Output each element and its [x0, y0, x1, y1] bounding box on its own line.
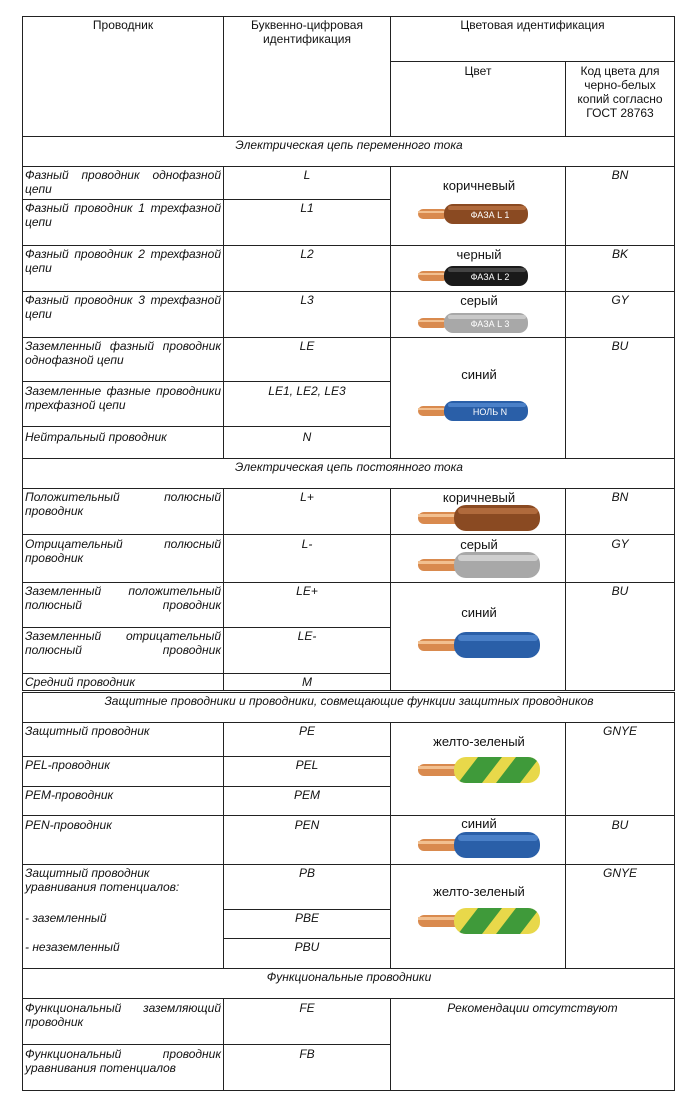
- table-row-name: Нейтральный проводник: [25, 430, 167, 444]
- color-code: GY: [611, 537, 629, 551]
- brown-wire-icon: [418, 203, 530, 225]
- table-row-id: PBU: [294, 940, 320, 954]
- table-row-name: Фазный проводник 1 трехфазной цепи: [25, 201, 221, 229]
- table-row-id: N: [302, 430, 312, 444]
- gray-wire-icon: [418, 552, 542, 578]
- table-row-id: PBE: [294, 911, 319, 925]
- color-name: синий: [461, 605, 497, 620]
- blue-wire-icon: [418, 832, 542, 858]
- table-row-id: LE1, LE2, LE3: [268, 384, 346, 398]
- table-row-name: Фазный проводник 3 трехфазной цепи: [25, 293, 221, 321]
- gray-wire-icon: [418, 312, 530, 334]
- table-row-id: LE+: [296, 584, 318, 598]
- table-row-name: PEM-проводник: [25, 788, 114, 802]
- section-protective-title: Защитные проводники и проводники, совмещающие функции защитных проводников: [104, 694, 594, 708]
- color-name: серый: [460, 293, 498, 308]
- table-row-name: Заземленный положительный полюсный проводник: [25, 584, 221, 612]
- table-row-name: PEL-проводник: [25, 758, 110, 772]
- black-wire-icon: [418, 265, 530, 287]
- color-code: GNYE: [602, 724, 637, 738]
- table-row-name: Защитный проводник уравнивания потенциалов:: [25, 866, 180, 894]
- table-row-name: - заземленный: [25, 911, 107, 925]
- table-row-id: PB: [298, 866, 315, 880]
- table-row-name: PEN-проводник: [25, 818, 112, 832]
- wire-label: ФАЗА L 1: [470, 210, 510, 220]
- table-row-id: PEM: [293, 788, 320, 802]
- yellow-green-wire-icon: [418, 908, 542, 934]
- color-name: синий: [461, 367, 497, 382]
- table-row-name: Заземленный отрицательный полюсный проводник: [25, 629, 221, 657]
- table-row-id: M: [302, 675, 312, 689]
- color-code: BK: [611, 247, 628, 261]
- table-row-id: FE: [299, 1001, 315, 1015]
- color-name: желто-зеленый: [433, 734, 525, 749]
- brown-wire-icon: [418, 505, 542, 531]
- color-code: BN: [611, 490, 629, 504]
- table-row-id: FB: [299, 1047, 315, 1061]
- table-row-name: Защитный проводник: [25, 724, 150, 738]
- header-color-id: Цветовая идентификация: [460, 18, 605, 32]
- table-row-name: Заземленные фазные проводники трехфазной цепи: [25, 384, 221, 412]
- color-code: BU: [611, 584, 629, 598]
- functional-note: Рекомендации отсутствуют: [447, 1001, 618, 1015]
- table-row-name: Заземленный фазный проводник однофазной цепи: [25, 339, 221, 367]
- color-name: серый: [460, 537, 498, 552]
- table-row-id: L2: [300, 247, 314, 261]
- table-row-id: PEN: [294, 818, 320, 832]
- table-row-name: Функциональный заземляющий проводник: [25, 1001, 221, 1029]
- color-name: желто-зеленый: [433, 884, 525, 899]
- table-row-name: Положительный полюсный проводник: [25, 490, 221, 518]
- color-name: черный: [456, 247, 502, 262]
- header-conductor: Проводник: [92, 18, 154, 32]
- table-row-id: PE: [298, 724, 315, 738]
- table-row-id: L1: [300, 201, 314, 215]
- wire-label: НОЛЬ N: [472, 407, 508, 417]
- section-functional-title: Функциональные проводники: [266, 970, 432, 984]
- table-row-id: L3: [300, 293, 314, 307]
- color-code: BU: [611, 818, 629, 832]
- blue-wire-icon: [418, 632, 542, 658]
- table-row-id: L-: [301, 537, 313, 551]
- color-code: GY: [611, 293, 629, 307]
- table-row-name: - незаземленный: [25, 940, 120, 954]
- blue-wire-icon: [418, 400, 530, 422]
- table-row-id: LE-: [297, 629, 317, 643]
- header-bw-code: Код цвета для черно-белых копий согласно ГОСТ 28763: [577, 64, 663, 120]
- color-name: синий: [461, 816, 497, 831]
- color-code: GNYE: [602, 866, 637, 880]
- wire-label: ФАЗА L 2: [470, 272, 510, 282]
- color-name: коричневый: [442, 490, 516, 505]
- table-row-name: Отрицательный полюсный проводник: [25, 537, 221, 565]
- color-code: BN: [611, 168, 629, 182]
- header-alnum-id: Буквенно-цифровая идентификация: [251, 18, 363, 46]
- table-row-id: L+: [300, 490, 314, 504]
- section-ac-title: Электрическая цепь переменного тока: [235, 138, 463, 152]
- section-dc-title: Электрическая цепь постоянного тока: [235, 460, 463, 474]
- table-row-name: Функциональный проводник уравнивания потенциалов: [25, 1047, 221, 1075]
- table-row-id: LE: [299, 339, 315, 353]
- wire-label: ФАЗА L 3: [470, 319, 510, 329]
- table-row-name: Фазный проводник 2 трехфазной цепи: [25, 247, 221, 275]
- color-name: коричневый: [442, 178, 516, 193]
- color-code: BU: [611, 339, 629, 353]
- table-row-id: PEL: [295, 758, 319, 772]
- header-color: Цвет: [464, 64, 492, 78]
- table-row-name: Средний проводник: [25, 675, 135, 689]
- yellow-green-wire-icon: [418, 757, 542, 783]
- table-row-name: Фазный проводник однофазной цепи: [25, 168, 221, 196]
- table-row-id: L: [303, 168, 311, 182]
